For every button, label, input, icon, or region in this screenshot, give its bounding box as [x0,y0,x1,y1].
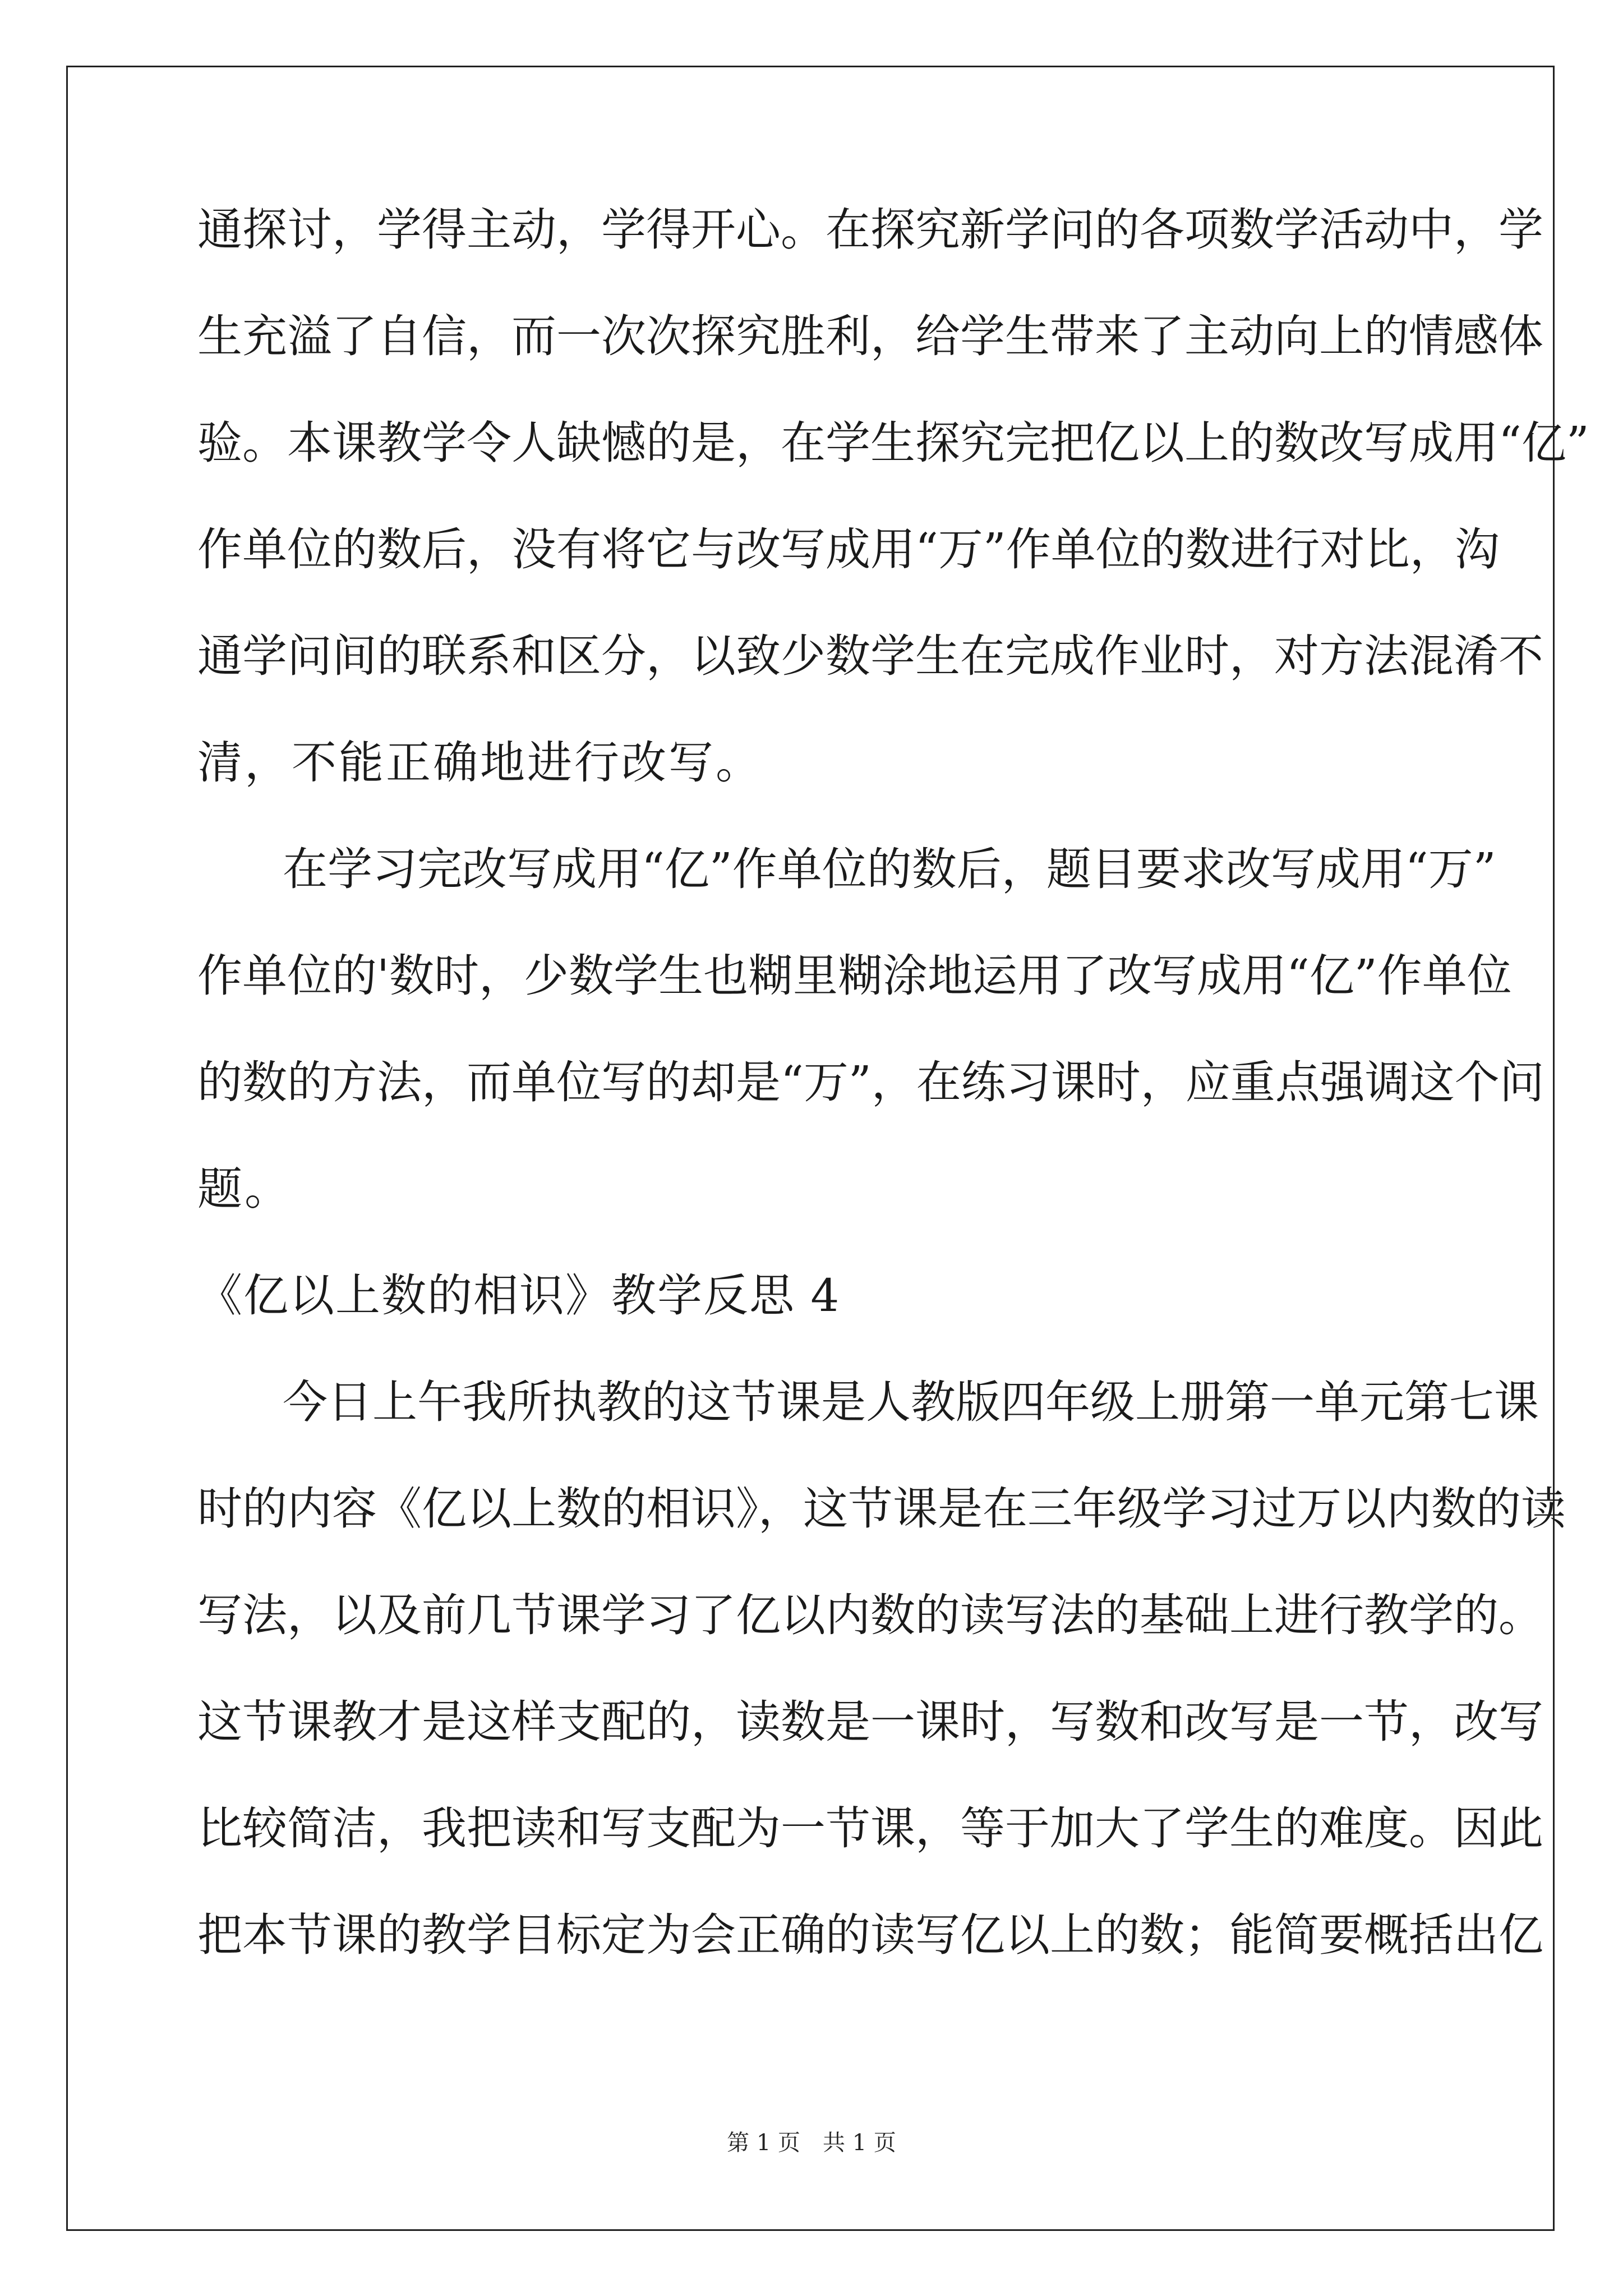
text-line: 作单位的数后，没有将它与改写成用“万”作单位的数进行对比，沟 [197,523,1500,576]
text-line: 的数的方法，而单位写的却是“万”，在练习课时，应重点强调这个问 [197,1056,1544,1108]
text-line: 写法，以及前几节课学习了亿以内数的读写法的基础上进行教学的。 [197,1589,1543,1641]
text-line: 把本节课的教学目标定为会正确的读写亿以上的数；能简要概括出亿 [197,1909,1543,1961]
text-line: 清，不能正确地进行改写。 [197,737,763,789]
text-line: 比较简洁，我把读和写支配为一节课，等于加大了学生的难度。因此 [197,1802,1543,1855]
text-line: 验。本课教学令人缺憾的是，在学生探究完把亿以上的数改写成用“亿” [197,417,1589,469]
section-heading: 《亿以上数的相识》教学反思 4 [197,1269,841,1322]
text-line: 通学问间的联系和区分，以致少数学生在完成作业时，对方法混淆不 [197,630,1543,682]
text-line: 生充溢了自信，而一次次探究胜利，给学生带来了主动向上的情感体 [197,310,1543,362]
text-line: 这节课教才是这样支配的，读数是一课时，写数和改写是一节，改写 [197,1696,1543,1748]
page-border [66,66,1589,2231]
paragraph-first-line: 在学习完改写成用“亿”作单位的数后，题目要求改写成用“万” [283,843,1496,895]
page-number-footer: 第 1 页 共 1 页 [727,2130,896,2156]
text-line: 作单位的'数时，少数学生也糊里糊涂地运用了改写成用“亿”作单位 [197,950,1512,1002]
paragraph-first-line: 今日上午我所执教的这节课是人教版四年级上册第一单元第七课 [283,1376,1539,1428]
text-line: 时的内容《亿以上数的相识》，这节课是在三年级学习过万以内数的读 [197,1483,1566,1535]
text-line: 通探讨，学得主动，学得开心。在探究新学问的各项数学活动中，学 [197,204,1543,256]
text-line: 题。 [197,1163,292,1215]
